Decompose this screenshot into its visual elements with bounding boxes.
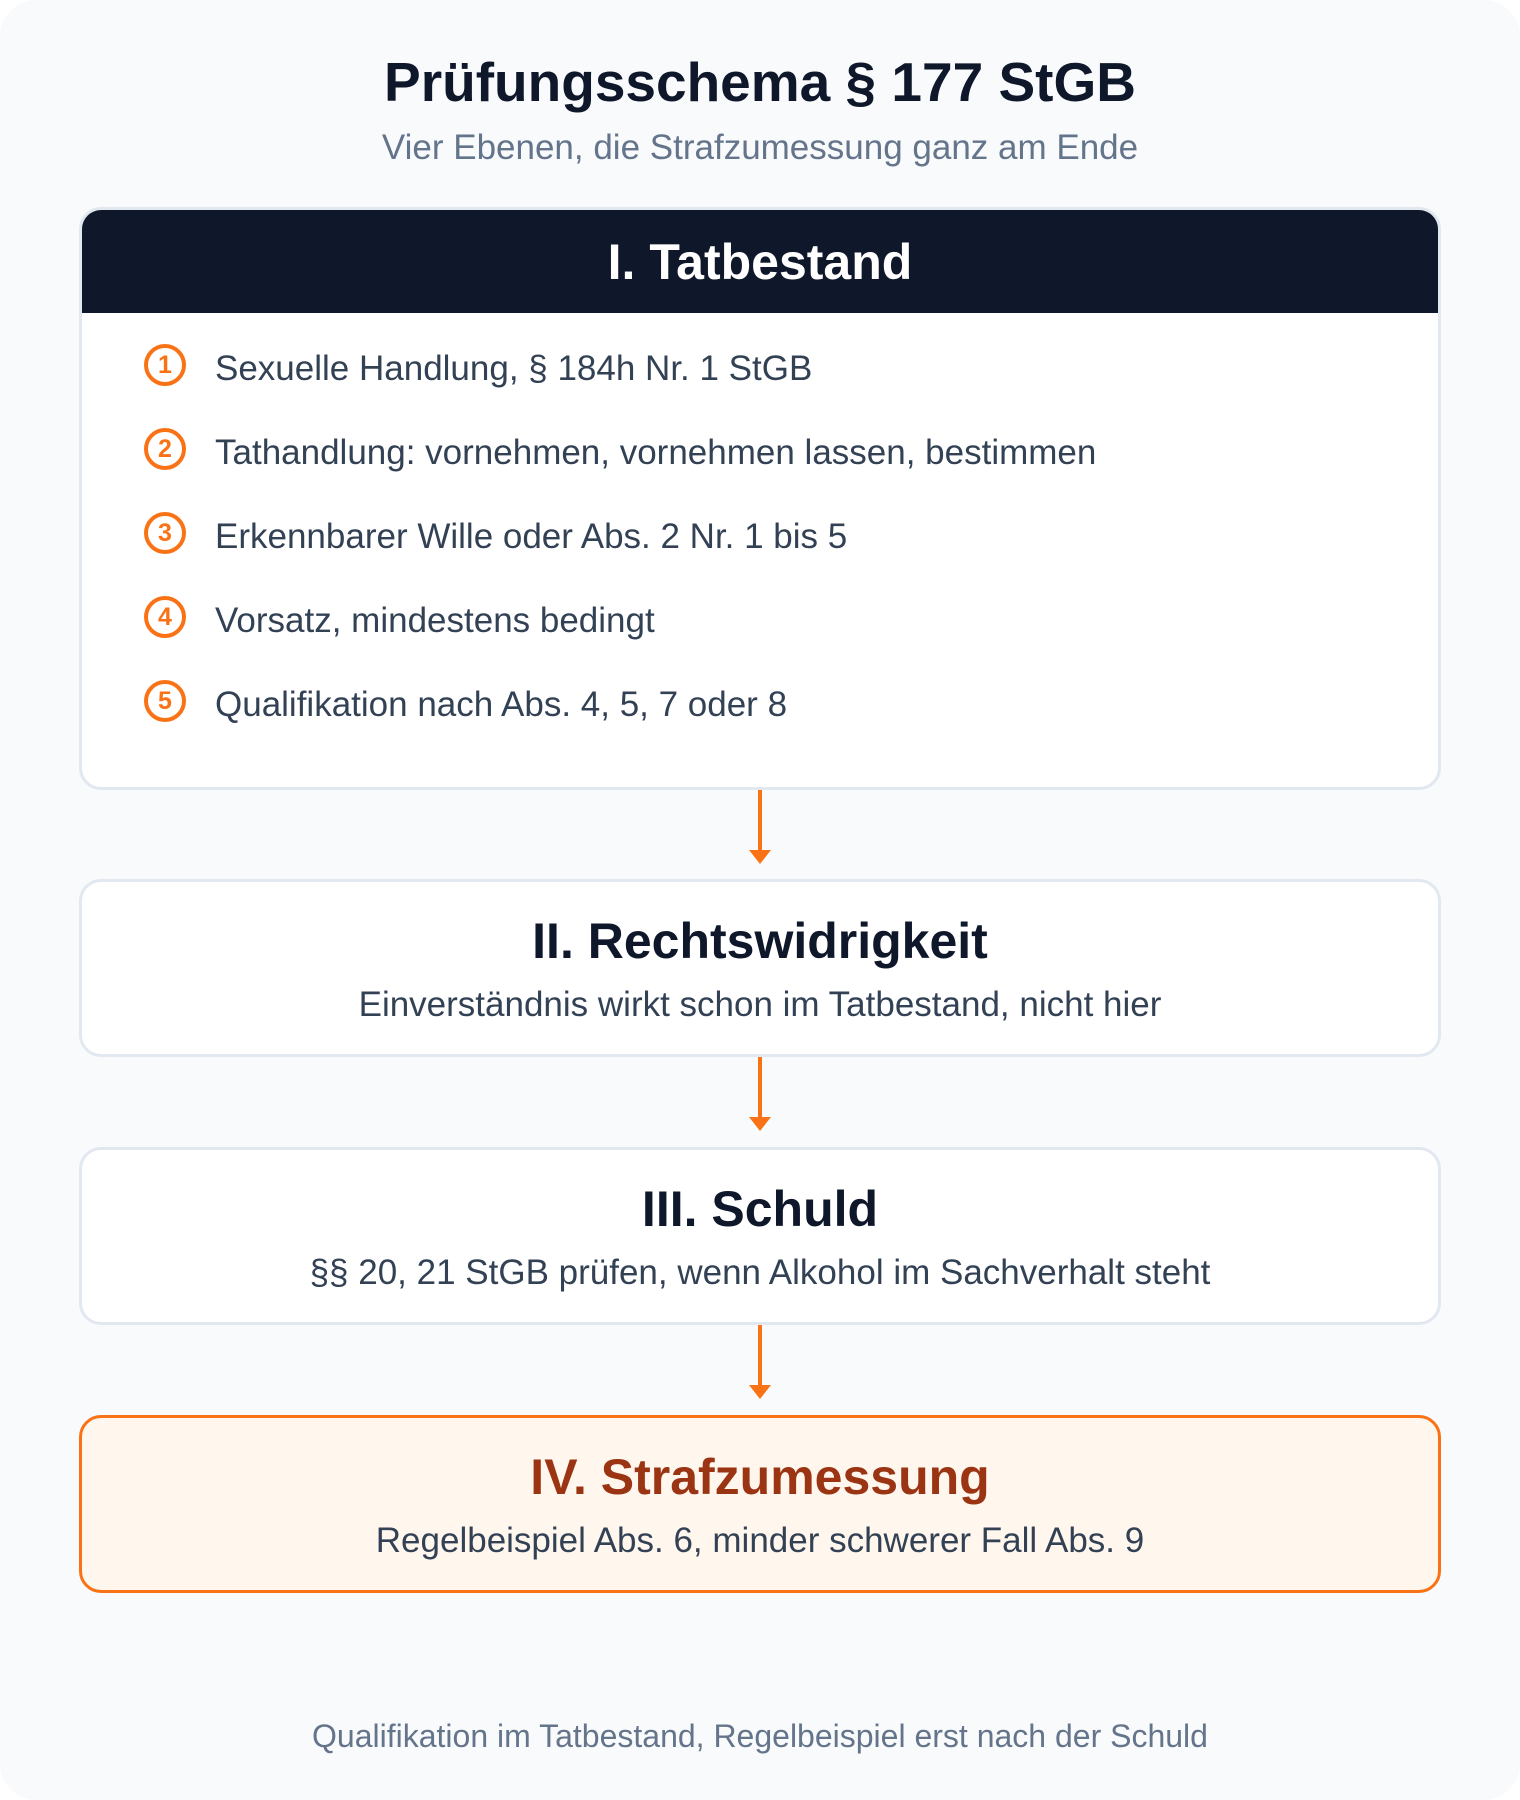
arrow-down-icon xyxy=(748,1057,772,1133)
stage-description-strafzumessung: Regelbeispiel Abs. 6, minder schwerer Fall Abs. 9 xyxy=(375,1521,1145,1560)
stage-title-schuld: III. Schuld xyxy=(641,1181,879,1237)
checklist-item-text: Tathandlung: vornehmen, vornehmen lassen, bestimmen xyxy=(215,433,1097,472)
number-badge-icon: 4 xyxy=(144,596,186,638)
checklist-item xyxy=(144,596,655,646)
number-badge-icon: 3 xyxy=(144,512,186,554)
checklist-item xyxy=(144,512,847,562)
footer-note: Qualifikation im Tatbestand, Regelbeispiel erst nach der Schuld xyxy=(312,1718,1208,1754)
stage-title-rechtswidrigkeit: II. Rechtswidrigkeit xyxy=(532,913,988,969)
arrow-down-icon xyxy=(748,790,772,866)
page-title: Prüfungsschema § 177 StGB xyxy=(384,51,1136,113)
stage-card-strafzumessung xyxy=(79,1415,1441,1593)
stage-card-tatbestand xyxy=(79,207,1441,790)
checklist-item xyxy=(144,680,787,730)
checklist-item-text: Vorsatz, mindestens bedingt xyxy=(215,601,655,640)
stage-card-schuld xyxy=(79,1147,1441,1325)
checklist-item-text: Sexuelle Handlung, § 184h Nr. 1 StGB xyxy=(215,349,813,388)
checklist-item xyxy=(144,428,1096,478)
stage-description-rechtswidrigkeit: Einverständnis wirkt schon im Tatbestand, nicht hier xyxy=(358,985,1162,1024)
stage-title-tatbestand: I. Tatbestand xyxy=(82,210,1438,313)
checklist-item xyxy=(144,344,812,394)
arrow-down-icon xyxy=(748,1325,772,1401)
number-badge-icon: 2 xyxy=(144,428,186,470)
checklist-item-text: Erkennbarer Wille oder Abs. 2 Nr. 1 bis 5 xyxy=(215,517,848,556)
number-badge-icon: 1 xyxy=(144,344,186,386)
stage-card-rechtswidrigkeit xyxy=(79,879,1441,1057)
checklist-item-text: Qualifikation nach Abs. 4, 5, 7 oder 8 xyxy=(215,685,788,724)
page-subtitle: Vier Ebenen, die Strafzumessung ganz am Ende xyxy=(381,128,1139,167)
stage-description-schuld: §§ 20, 21 StGB prüfen, wenn Alkohol im Sachverhalt steht xyxy=(309,1253,1211,1292)
stage-title-strafzumessung: IV. Strafzumessung xyxy=(530,1449,990,1505)
number-badge-icon: 5 xyxy=(144,680,186,722)
